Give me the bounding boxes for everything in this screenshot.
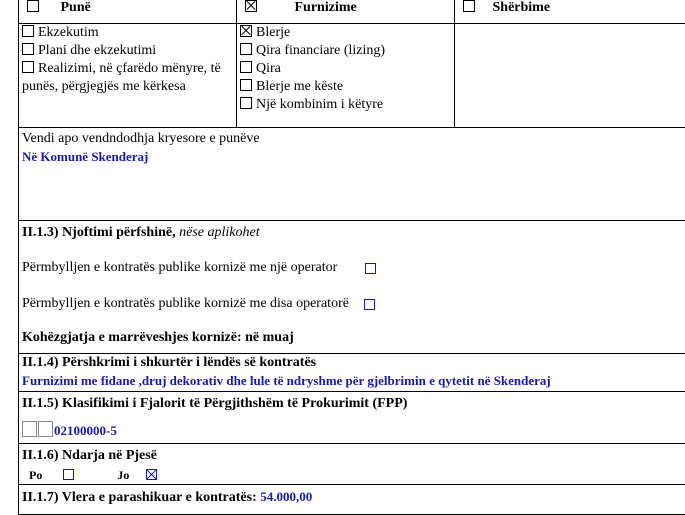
section-115-title: II.1.5) Klasifikimi i Fjalorit të Përgjithshëm të Prokurimit (FPP) xyxy=(22,395,682,413)
framework-multi-option[interactable]: Përmbylljen e kontratës publike kornizë me disa operatorë xyxy=(22,295,682,313)
section-113-note: nëse aplikohet xyxy=(179,225,259,240)
services-header xyxy=(455,0,685,24)
section-113 xyxy=(19,221,685,354)
supplies-checkbox-checked[interactable] xyxy=(245,0,257,12)
lots-yes-label: Jo xyxy=(117,468,129,482)
checkbox[interactable] xyxy=(22,25,34,37)
framework-single-checkbox[interactable] xyxy=(365,263,376,274)
supplies-label: Furnizime xyxy=(295,0,357,15)
checkbox-checked[interactable] xyxy=(240,25,252,37)
section-116-title: II.1.6) Ndarja në Pjesë xyxy=(22,447,682,465)
supply-option[interactable]: Qira financiare (lizing) xyxy=(240,42,451,60)
supply-option[interactable]: Një kombinim i këtyre xyxy=(240,96,451,114)
lots-no-label: Po xyxy=(29,468,42,482)
supply-options-cell xyxy=(237,24,455,128)
section-117 xyxy=(19,485,685,515)
cpv-code: 02100000-5 xyxy=(54,423,117,438)
works-option[interactable]: Plani dhe ekzekutimi xyxy=(22,42,233,60)
checkbox[interactable] xyxy=(240,79,252,91)
supply-option[interactable]: Blerje xyxy=(240,24,451,42)
works-label: Punë xyxy=(61,0,91,15)
works-options-cell xyxy=(19,24,237,128)
location-value: Në Komunë Skenderaj xyxy=(22,148,682,166)
checkbox[interactable] xyxy=(22,43,34,55)
lots-yes-checkbox-checked[interactable] xyxy=(146,469,157,480)
checkbox[interactable] xyxy=(240,43,252,55)
checkbox[interactable] xyxy=(240,97,252,109)
framework-multi-checkbox[interactable] xyxy=(364,299,375,310)
section-117-title: II.1.7) Vlera e parashikuar e kontratës: xyxy=(22,490,257,505)
works-header xyxy=(19,0,237,24)
contract-form xyxy=(18,0,685,515)
contract-description: Furnizimi me fidane ,druj dekorativ dhe lule të ndryshme për gjelbrimin e qytetit në Skenderaj xyxy=(22,372,682,390)
lots-no-checkbox[interactable] xyxy=(63,469,74,480)
supply-option[interactable]: Blerje me këste xyxy=(240,78,451,96)
section-114 xyxy=(19,354,685,392)
location-label: Vendi apo vendndodhja kryesore e punëve xyxy=(22,130,682,148)
code-box xyxy=(22,421,37,437)
section-113-title: II.1.3) Njoftimi përfshinë, xyxy=(22,225,176,240)
checkbox[interactable] xyxy=(240,61,252,73)
section-114-title: II.1.4) Përshkrimi i shkurtër i lëndës së kontratës xyxy=(22,354,682,372)
code-box xyxy=(38,421,53,437)
works-option[interactable]: Realizimi, në çfarëdo mënyre, të punës, përgjegjës me kërkesa xyxy=(22,60,233,96)
section-115 xyxy=(19,392,685,444)
services-checkbox[interactable] xyxy=(463,0,475,12)
works-checkbox[interactable] xyxy=(27,0,39,12)
supplies-header xyxy=(237,0,455,24)
checkbox[interactable] xyxy=(22,61,34,73)
services-label: Shërbime xyxy=(493,0,551,15)
services-options-cell xyxy=(455,24,685,128)
supply-option[interactable]: Qira xyxy=(240,60,451,78)
section-116 xyxy=(19,444,685,485)
location-cell xyxy=(19,128,685,221)
works-option[interactable]: Ekzekutim xyxy=(22,24,233,42)
estimated-value: 54.000,00 xyxy=(260,489,312,504)
framework-single-option[interactable]: Përmbylljen e kontratës publike kornizë me një operator xyxy=(22,259,682,277)
framework-duration: Kohëzgjatja e marrëveshjes kornizë: në muaj xyxy=(22,329,682,347)
